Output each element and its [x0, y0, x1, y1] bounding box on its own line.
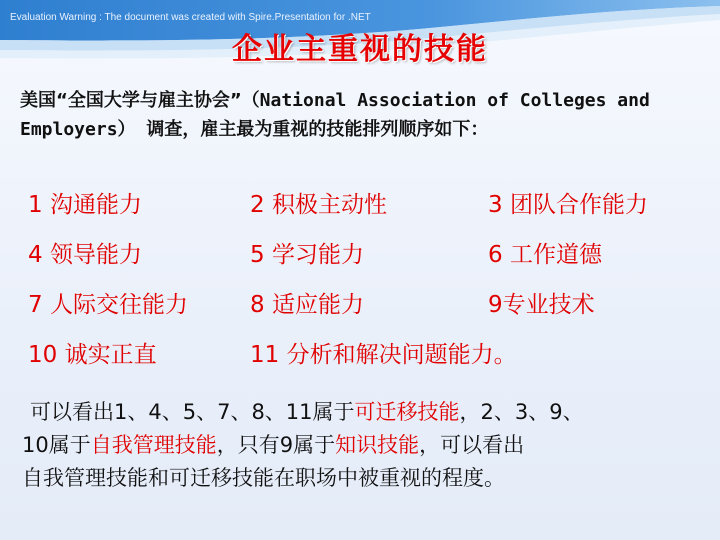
skill-item: 5 学习能力 — [250, 242, 364, 268]
slide-title: 企业主重视的技能 — [232, 32, 488, 67]
summary-line-1: 可以看出1、4、5、7、8、11属于可迁移技能，2、3、9、 — [30, 400, 584, 424]
skill-item: 10 诚实正直 — [28, 342, 157, 368]
watermark-text: Evaluation Warning : The document was created with Spire.Presentation for .NET — [10, 12, 371, 23]
highlight-knowledge-skills: 知识技能 — [335, 433, 420, 457]
skill-item: 9专业技术 — [488, 292, 595, 318]
skill-item: 8 适应能力 — [250, 292, 364, 318]
intro-text-3: 调查，雇主最为重视的技能排列顺序如下： — [146, 119, 489, 140]
summary-line-2: 10属于自我管理技能，只有9属于知识技能，可以看出 — [22, 433, 525, 457]
skill-item: 3 团队合作能力 — [488, 192, 648, 218]
skill-item: 11 分析和解决问题能力。 — [250, 342, 517, 368]
highlight-self-management-skills: 自我管理技能 — [90, 433, 217, 457]
summary-line-3: 自我管理技能和可迁移技能在职场中被重视的程度。 — [22, 466, 505, 490]
skill-item: 1 沟通能力 — [28, 192, 142, 218]
highlight-transferable-skills: 可迁移技能 — [354, 400, 460, 424]
skill-item: 6 工作道德 — [488, 242, 602, 268]
summary-paragraph — [22, 396, 712, 495]
skill-item: 4 领导能力 — [28, 242, 142, 268]
skill-item: 2 积极主动性 — [250, 192, 387, 218]
intro-text-2: National Association of Colleges and Employers） — [20, 90, 650, 140]
intro-paragraph — [20, 86, 700, 144]
skill-item: 7 人际交往能力 — [28, 292, 188, 318]
intro-text-1: 美国“全国大学与雇主协会”（ — [20, 90, 260, 111]
